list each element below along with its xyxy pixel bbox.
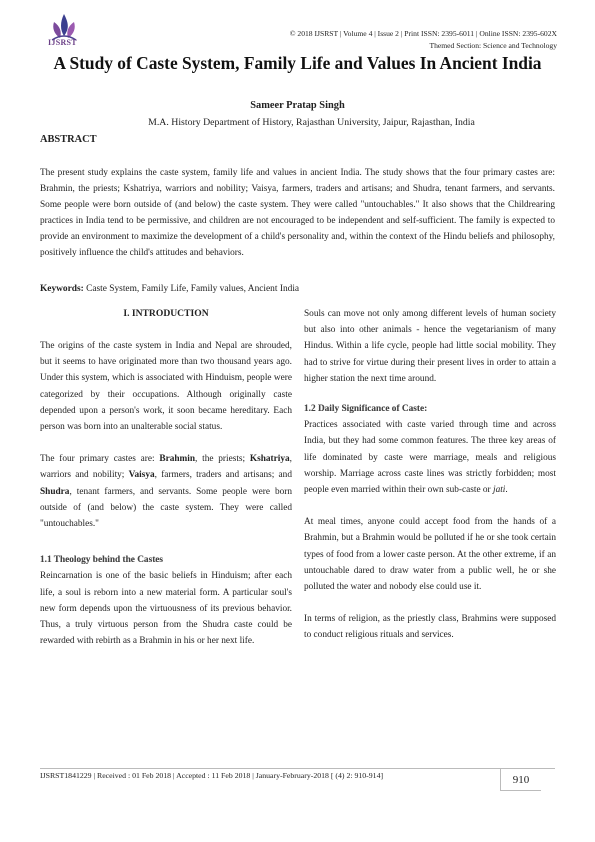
subsection-heading-theology: 1.1 Theology behind the Castes xyxy=(40,555,164,566)
page-number: 910 xyxy=(500,768,541,791)
religion-paragraph: In terms of religion, as the priestly class, Brahmins were supposed to conduct religious rituals and services. xyxy=(304,614,556,641)
paper-title: A Study of Caste System, Family Life and Values In Ancient India xyxy=(53,53,542,73)
caste-vaisya: Vaisya xyxy=(128,470,155,481)
jati-term: jati xyxy=(492,485,506,496)
footer-divider xyxy=(40,768,555,769)
intro-paragraph-2 xyxy=(40,451,292,532)
keywords-line xyxy=(40,284,299,294)
caste-brahmin: Brahmin xyxy=(159,454,196,465)
text-span: , warriors and nobility; xyxy=(40,454,292,481)
journal-header-line: © 2018 IJSRST | Volume 4 | Issue 2 | Print ISSN: 2395-6011 | Online ISSN: 2395-602X xyxy=(289,29,557,38)
logo-text: IJSRST xyxy=(48,38,77,47)
text-span: The four primary castes are: xyxy=(40,454,160,465)
author-affiliation: M.A. History Department of History, Rajasthan University, Jaipur, Rajasthan, India xyxy=(148,117,475,128)
abstract-heading: ABSTRACT xyxy=(40,134,97,145)
caste-kshatriya: Kshatriya xyxy=(249,454,290,465)
keywords-list: Caste System, Family Life, Family values, Ancient India xyxy=(83,284,300,294)
right-column xyxy=(304,306,556,644)
text-span: , farmers, traders and artisans; and xyxy=(154,470,292,481)
text-span: Practices associated with caste varied through time and across India, but they had some common features. The three key areas of life dominated by caste were marriage, meals and religious worship. Marriage across caste lines was strictly forbidden; most people even married within their own sub-caste or xyxy=(304,420,556,496)
text-span: . xyxy=(505,485,508,496)
subsection-heading-daily-significance: 1.2 Daily Significance of Caste: xyxy=(304,404,428,415)
footer-citation: IJSRST1841229 | Received : 01 Feb 2018 | Accepted : 11 Feb 2018 | January-February-2018 [ (4) 2: 910-914] xyxy=(40,771,384,780)
keywords-label: Keywords: xyxy=(40,284,84,294)
theology-paragraph: Reincarnation is one of the basic beliefs in Hinduism; after each life, a soul is reborn into a new material form. A particular soul's new form depends upon the virtuousness of its previous behavior. Thus, a truly virtuous person from the Shudra caste could be rewarded with rebirth as a Brahmin in his or her next life. xyxy=(40,571,292,647)
intro-paragraph-1: The origins of the caste system in India and Nepal are shrouded, but it seems to have originated more than two thousand years ago. Under this system, which is associated with Hinduism, people were categorized by their occupations. Although originally caste depended upon a person's work, it soon became hereditary. Each person was born into an unalterable social status. xyxy=(40,341,292,433)
meal-times-paragraph: At meal times, anyone could accept food from the hands of a Brahmin, but a Brahmin would be polluted if he or she took certain types of food from a lower caste person. At the other extreme, if an untouchable dared to draw water from a public well, he or she polluted the water and nobody else could use it. xyxy=(304,517,556,593)
left-column xyxy=(40,306,292,649)
text-span: , tenant farmers, and servants. Some people were born outside of (and below) the caste system. They were called "untouchables." xyxy=(40,486,292,530)
section-heading-introduction: I. INTRODUCTION xyxy=(123,308,209,319)
themed-section-line: Themed Section: Science and Technology xyxy=(429,41,557,50)
text-span: , the priests; xyxy=(195,454,250,465)
author-name: Sameer Pratap Singh xyxy=(250,100,345,111)
souls-paragraph: Souls can move not only among different levels of human society but also into other animals - hence the vegetarianism of many Hindus. Within a life cycle, people had little social mobility. They had to strive for virtue during their present lives in order to attain a higher station the next time around. xyxy=(304,309,556,384)
caste-shudra: Shudra xyxy=(40,486,70,497)
abstract-body: The present study explains the caste system, family life and values in ancient India. The study shows that the four primary castes are: Brahmin, the priests; Kshatriya, warriors and nobility; Vaisya, farmers, traders and artisans; and Shudra, tenant farmers, and servants. Some people were born outside of (and below) the caste system. They were called "untouchables." It also shows that the Childrearing practices in India tend to be permissive, and children are not encouraged to be independent and self-sufficient. The family is expected to provide an environment to maximize the development of a child's personality and, within the context of the Hindu beliefs and philosophy, positively influence the child's attitudes and behaviors. xyxy=(40,168,555,258)
practices-paragraph xyxy=(304,417,556,498)
